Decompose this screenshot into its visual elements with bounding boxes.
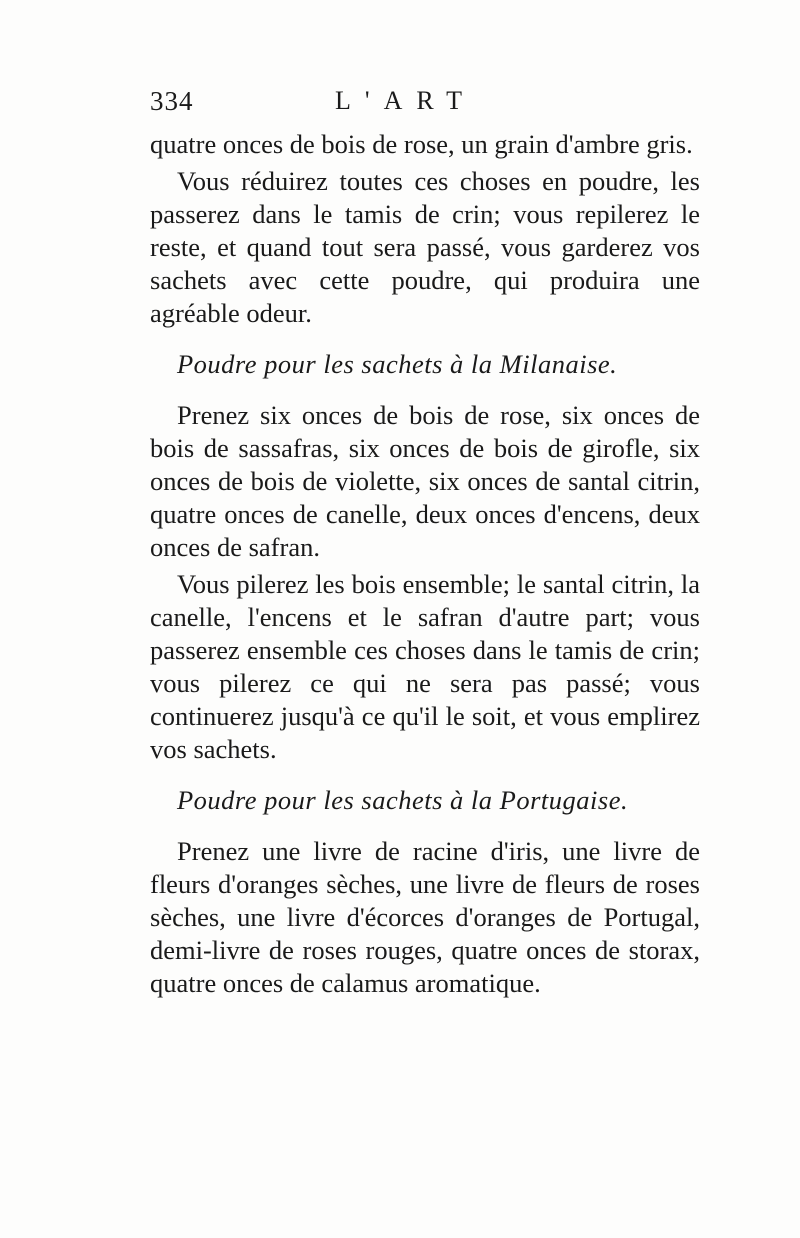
running-head <box>150 86 700 126</box>
section-heading-portugaise: Poudre pour les sachets à la Portugaise. <box>177 785 629 815</box>
section-heading-milanaise: Poudre pour les sachets à la Milanaise. <box>177 349 618 379</box>
page-number: 334 <box>150 86 194 116</box>
running-title: L'ART <box>335 86 477 115</box>
paragraph: Vous pilerez les bois ensemble; le santal citrin, la canelle, l'encens et le safran d'autre part; vous passerez ensemble ces choses dans le tamis de crin; vous pilerez ce qui ne sera pas passé; vous continuerez jusqu'à ce qu'il le soit, et vous emplirez vos sachets. <box>150 569 700 764</box>
paragraph: Vous réduirez toutes ces choses en poudre, les passerez dans le tamis de crin; vous repilerez le reste, et quand tout sera passé, vous garderez vos sachets avec cette poudre, qui produira une agréable odeur. <box>150 166 700 328</box>
paragraph-continued: quatre onces de bois de rose, un grain d'ambre gris. <box>150 129 693 159</box>
paragraph: Prenez six onces de bois de rose, six onces de bois de sassafras, six onces de bois de girofle, six onces de bois de violette, six onces de santal citrin, quatre onces de canelle, deux onces d'encens, deux onces de safran. <box>150 400 700 562</box>
paragraph: Prenez une livre de racine d'iris, une livre de fleurs d'oranges sèches, une livre de fleurs de roses sèches, une livre d'écorces d'oranges de Portugal, demi-livre de roses rouges, quatre onces de storax, quatre onces de calamus aromatique. <box>150 836 700 998</box>
text-block <box>150 128 700 1000</box>
